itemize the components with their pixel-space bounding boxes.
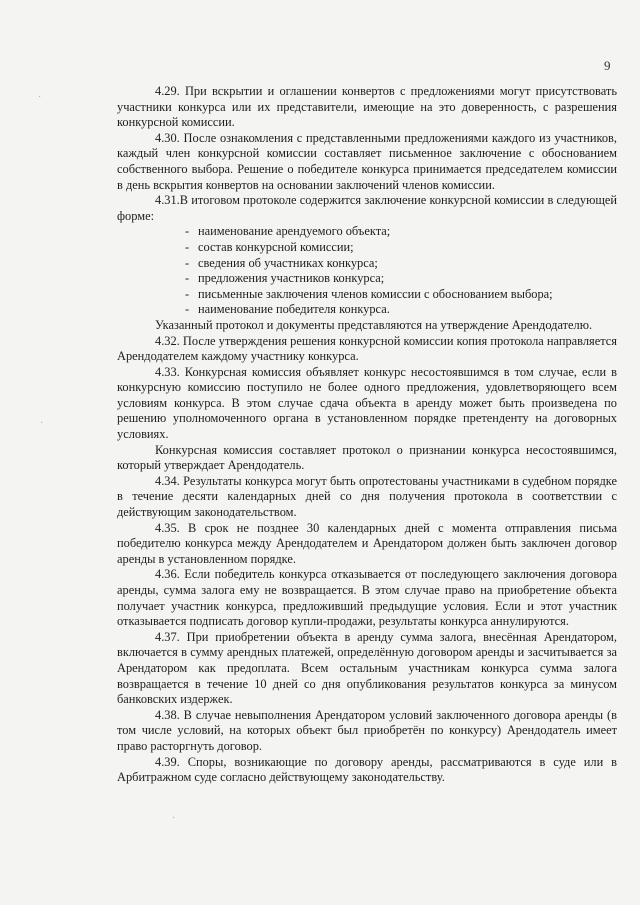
paragraph-4-31: 4.31.В итоговом протоколе содержится заключение конкурсной комиссии в следующей форме: (117, 193, 617, 223)
paragraph-4-33: 4.33. Конкурсная комиссия объявляет конкурс несостоявшимся в том случае, если в конкурсную комиссию поступило не более одного предложения, удовлетворяющего всем условиям конкурса. В этом случае сдача объекта в аренду может быть произведена по решению уполномоченного органа в установленном порядке претенденту на договорных условиях. (117, 364, 617, 442)
page-number: 9 (604, 58, 611, 73)
paragraph-4-34: 4.34. Результаты конкурса могут быть опротестованы участниками в судебном порядке в течение десяти календарных дней со дня получения протокола в соответствии с действующим законодательством. (117, 473, 617, 520)
list-item: - состав конкурсной комиссии; (185, 240, 617, 256)
scan-speck: · (40, 418, 44, 429)
list-item: - наименование арендуемого объекта; (185, 224, 617, 240)
paragraph-4-31-approval: Указанный протокол и документы представляются на утверждение Арендодателю. (155, 317, 593, 332)
paragraph-4-36: 4.36. Если победитель конкурса отказывается от последующего заключения договора аренды, сумма залога ему не возвращается. В этом случае право на приобретение объекта получает участник конкурса, предложивший предыдущие условия. Если и этот участник отказывается подписать договор купли-продажи, результаты конкурса аннулируются. (117, 567, 617, 629)
protocol-contents-list (117, 224, 617, 318)
list-item: - письменные заключения членов комиссии с обоснованием выбора; (185, 287, 617, 303)
list-item: - сведения об участниках конкурса; (185, 256, 617, 272)
paragraph-4-37: 4.37. При приобретении объекта в аренду сумма залога, внесённая Арендатором, включается в сумму арендных платежей, определённую договором аренды и засчитывается за Арендатором как предоплата. Всем остальным участникам конкурса сумма залога возвращается в течение 10 дней со дня опубликования результатов конкурса за минусом банковских издержек. (117, 629, 617, 707)
paragraph-4-35: 4.35. В срок не позднее 30 календарных дней с момента отправления письма победителю конкурса между Арендодателем и Арендатором должен быть заключен договор аренды в установленном порядке. (117, 520, 617, 566)
list-item: - наименование победителя конкурса. (185, 302, 617, 318)
paragraph-4-29: 4.29. При вскрытии и оглашении конвертов с предложениями могут присутствовать участники конкурса или их представители, имеющие на это доверенность, с разрешения конкурсной комиссии. (117, 84, 617, 130)
scan-speck: · (38, 92, 42, 103)
paragraph-4-33-protocol: Конкурсная комиссия составляет протокол о признании конкурса несостоявшимся, который утверждает Арендодатель. (117, 442, 617, 473)
scan-speck: · (172, 813, 176, 824)
paragraph-4-38: 4.38. В случае невыполнения Арендатором условий заключенного договора аренды (в том числе условий, на которых объект был приобретён по конкурсу) Арендодатель имеет право расторгнуть договор. (117, 707, 617, 753)
paragraph-4-39: 4.39. Споры, возникающие по договору аренды, рассматриваются в суде или в Арбитражном суде согласно действующему законодательству. (117, 754, 617, 785)
list-item: - предложения участников конкурса; (185, 271, 617, 287)
paragraph-4-32: 4.32. После утверждения решения конкурсной комиссии копия протокола направляется Арендодателем каждому участнику конкурса. (117, 333, 617, 364)
paragraph-4-30: 4.30. После ознакомления с представленными предложениями каждого из участников, каждый член конкурсной комиссии составляет письменное заключение с обоснованием собственного выбора. Решение о победителе конкурса принимается председателем комиссии в день вскрытия конвертов на основании заключений членов комиссии. (117, 130, 617, 192)
document-body (117, 84, 617, 786)
